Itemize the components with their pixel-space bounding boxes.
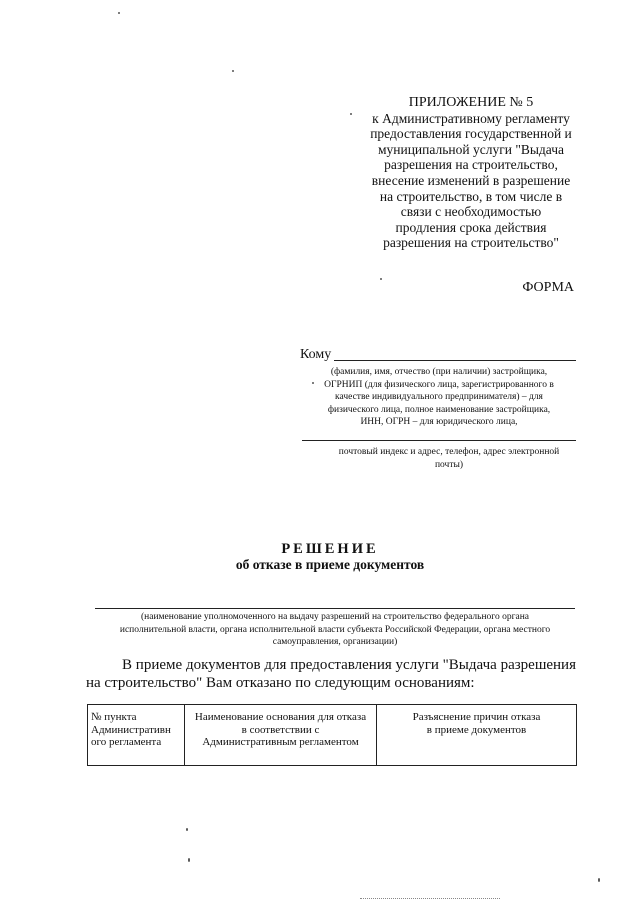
appendix-line: продления срока действия (395, 219, 547, 235)
authority-line (95, 608, 575, 609)
recipient-hint-line: физического лица, полное наименование застройщика, (327, 404, 551, 415)
recipient-label: Кому (300, 347, 332, 362)
recipient-hint-line: ИНН, ОГРН – для юридического лица, (360, 417, 518, 428)
header-line: Разъяснение причин отказа (412, 711, 541, 723)
header-line: в соответствии с (241, 723, 320, 736)
appendix-line: предоставления государственной и (370, 126, 572, 142)
appendix-line: связи с необходимостью (400, 204, 542, 220)
address-line (302, 440, 576, 441)
recipient-hint-line: качестве индивидуального предпринимателя) – для (335, 392, 543, 403)
appendix-line: муниципальной услуги "Выдача (377, 141, 565, 157)
appendix-line: разрешения на строительство, (384, 157, 558, 173)
address-hint-line: почты) (434, 460, 464, 470)
scan-speck (118, 12, 120, 14)
recipient-hint-line: (фамилия, имя, отчество (при наличии) застройщика, (330, 367, 548, 377)
appendix-heading: ПРИЛОЖЕНИЕ № 5 (408, 95, 534, 110)
scan-speck (312, 382, 314, 384)
refusal-text: В приеме документов для предоставления услуги "Выдача разрешения на строительство" Вам отказано по следующим основаниям: (86, 657, 576, 691)
scan-speck (186, 828, 188, 831)
scan-speck (598, 878, 600, 882)
header-line: Административн (91, 723, 171, 736)
recipient-hint-line: ОГРНИП (для физического лица, зарегистрированного в (324, 379, 554, 390)
scan-noise (360, 895, 500, 899)
table-header-clause (88, 705, 185, 766)
appendix-line: на строительство, в том числе в (379, 188, 563, 204)
scan-speck (350, 113, 352, 115)
scan-speck (188, 858, 190, 862)
authority-hint (95, 611, 575, 649)
appendix-block (355, 95, 587, 251)
header-line: Наименование основания для отказа (194, 711, 367, 723)
reasons-table (87, 704, 577, 766)
scan-speck (380, 278, 382, 280)
appendix-line: к Административному регламенту (372, 110, 570, 126)
authority-hint-line: исполнительной власти, органа исполнительной власти субъекта Российской Федерации, органа местного (119, 624, 551, 635)
appendix-line: разрешения на строительство" (383, 235, 559, 251)
refusal-paragraph (86, 656, 576, 692)
authority-hint-line: (наименование уполномоченного на выдачу разрешений на строительство федерального органа (140, 612, 530, 622)
header-line: ого регламента (91, 736, 162, 748)
decision-subtitle: об отказе в приеме документов (235, 557, 425, 572)
recipient-line (334, 360, 576, 361)
form-label: ФОРМА (522, 280, 574, 295)
appendix-line: внесение изменений в разрешение (371, 172, 571, 188)
address-hint (318, 446, 580, 472)
header-line: Административным регламентом (202, 736, 359, 748)
recipient-hint (300, 366, 578, 429)
table-row (88, 705, 577, 766)
header-line: № пункта (91, 711, 137, 723)
table-header-explanation (377, 705, 577, 766)
authority-hint-line: самоуправления, организации) (272, 637, 398, 647)
decision-title: РЕШЕНИЕ (281, 541, 379, 557)
address-hint-line: почтовый индекс и адрес, телефон, адрес электронной (338, 447, 560, 457)
header-line: в приеме документов (426, 723, 527, 736)
scan-speck (232, 70, 234, 72)
table-header-ground (185, 705, 377, 766)
